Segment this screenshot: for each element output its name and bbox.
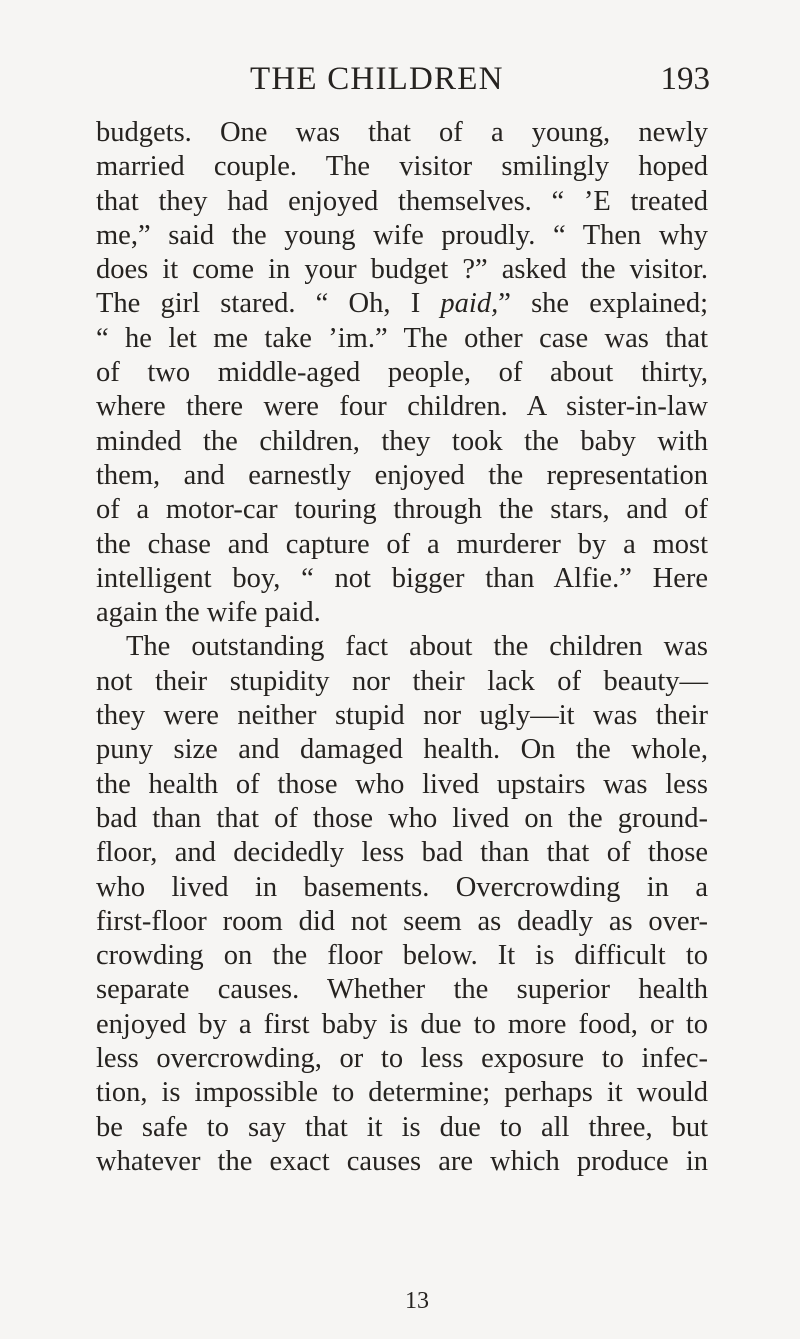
text-line: first-floor room did not seem as deadly as over- <box>96 905 708 937</box>
text-line: crowding on the floor below. It is difficult to <box>96 940 708 972</box>
text-line: “ he let me take ’im.” The other case was that <box>96 322 708 354</box>
text-line: separate causes. Whether the superior health <box>96 974 708 1006</box>
running-head <box>150 54 710 104</box>
page-number: 193 <box>660 61 710 97</box>
text-line: budgets. One was that of a young, newly <box>96 117 708 148</box>
text-line: the health of those who lived upstairs was less <box>96 768 708 800</box>
text-line: be safe to say that it is due to all three, but <box>96 1111 708 1143</box>
text-line: again the wife paid. <box>96 597 321 629</box>
text-line: intelligent boy, “ not bigger than Alfie.” Here <box>96 562 708 594</box>
text-line: less overcrowding, or to less exposure to infec- <box>96 1043 708 1075</box>
running-title: THE CHILDREN <box>250 61 504 97</box>
text-segment: ” she explained; <box>498 288 708 320</box>
text-segment: The girl stared. “ Oh, I <box>96 288 441 320</box>
text-line: they were neither stupid nor ugly—it was their <box>96 700 708 732</box>
text-line: puny size and damaged health. On the whole, <box>96 734 708 766</box>
text-line <box>96 287 708 321</box>
text-line: bad than that of those who lived on the ground- <box>96 802 708 834</box>
body-text <box>96 116 708 1179</box>
text-line: whatever the exact causes are which produce in <box>96 1145 708 1177</box>
text-line: enjoyed by a first baby is due to more food, or to <box>96 1008 708 1040</box>
text-line: where there were four children. A sister-in-law <box>96 391 708 423</box>
text-line: married couple. The visitor smilingly hoped <box>96 151 708 183</box>
text-line: floor, and decidedly less bad than that of those <box>96 837 708 869</box>
text-line: who lived in basements. Overcrowding in a <box>96 871 708 903</box>
text-line: that they had enjoyed themselves. “ ’E treated <box>96 185 708 217</box>
text-line: does it come in your budget ?” asked the visitor. <box>96 254 708 286</box>
text-line: of two middle-aged people, of about thirty, <box>96 357 708 389</box>
text-line: of a motor-car touring through the stars, and of <box>96 494 708 526</box>
text-line: me,” said the young wife proudly. “ Then why <box>96 219 708 251</box>
text-line: tion, is impossible to determine; perhaps it would <box>96 1077 708 1109</box>
signature-mark: 13 <box>405 1288 429 1314</box>
text-line: minded the children, they took the baby with <box>96 425 708 457</box>
text-line: them, and earnestly enjoyed the representation <box>96 459 708 491</box>
paragraph-first-line: The outstanding fact about the children was <box>126 631 708 663</box>
text-line: the chase and capture of a murderer by a most <box>96 528 708 560</box>
italic-word: paid, <box>440 288 499 320</box>
text-line: not their stupidity nor their lack of beauty— <box>96 665 708 697</box>
